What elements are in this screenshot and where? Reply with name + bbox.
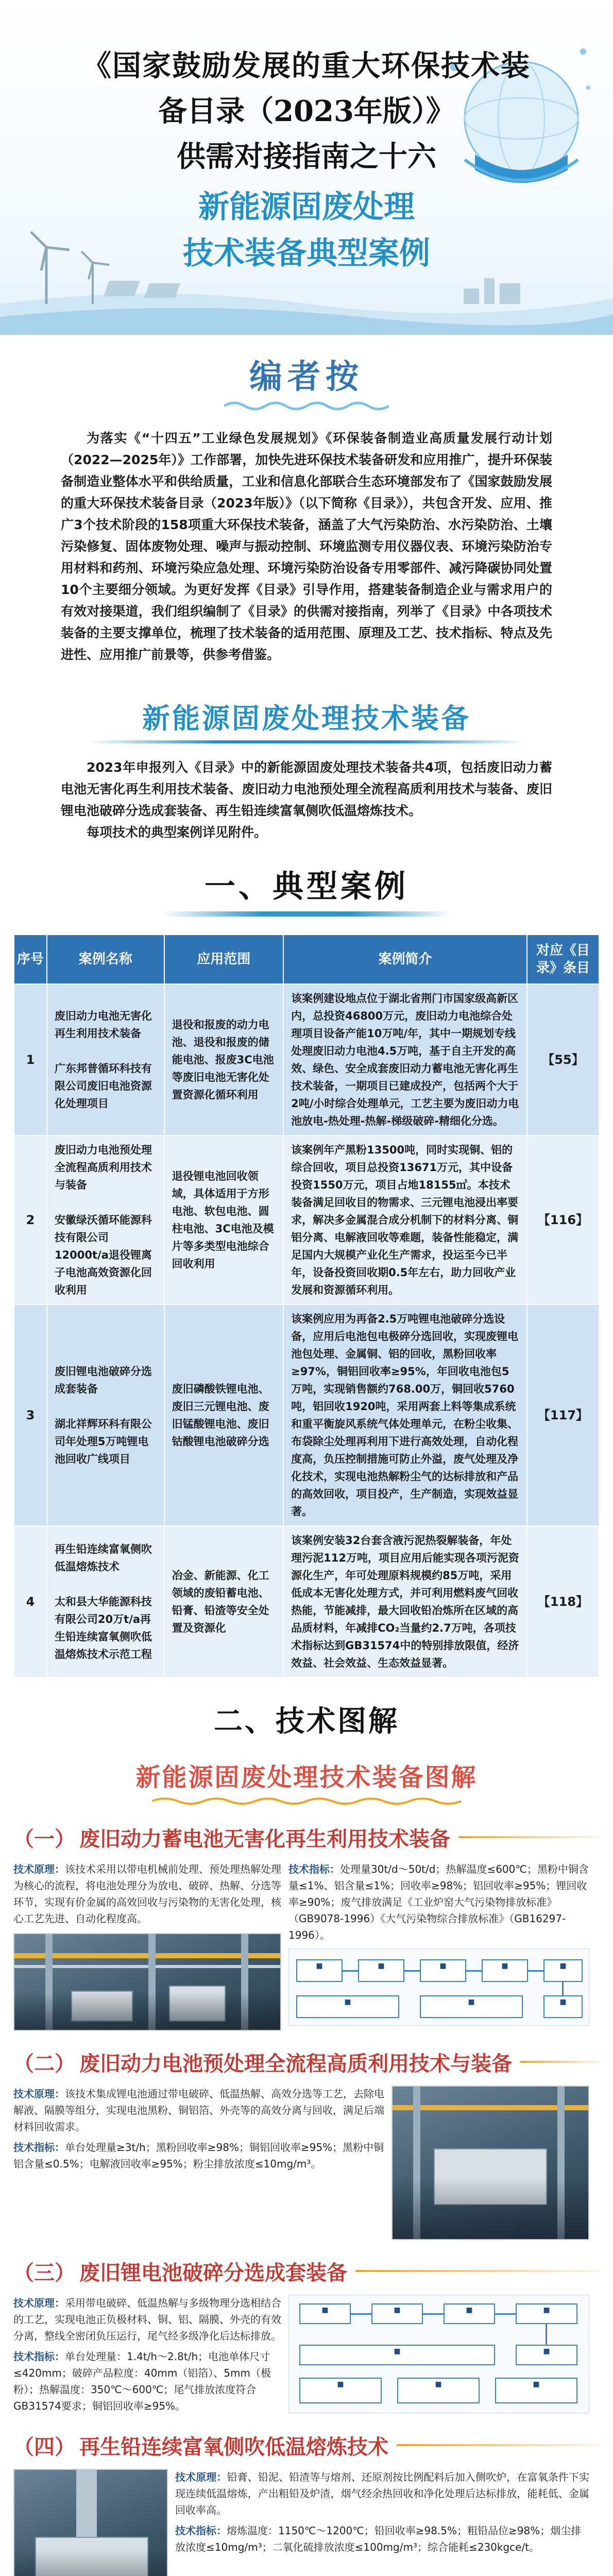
cell-scope: 废旧磷酸铁锂电池、废旧三元锂电池、废旧锰酸锂电池、废旧钴酸锂电池破碎分选 — [164, 1304, 283, 1526]
flow-node: ■ — [444, 2303, 495, 2324]
flow-node: ■ — [397, 2378, 480, 2403]
flow-node: ■ — [516, 2303, 577, 2324]
process-flow-diagram-1 — [288, 1948, 589, 2026]
title-line-2: 备目录（2023年版）》 — [158, 94, 455, 128]
editor-note-header — [0, 350, 613, 412]
tech-principle — [13, 2086, 384, 2135]
index-label: 技术指标： — [13, 2141, 65, 2154]
title-line-4: 新能源固废处理 — [198, 189, 415, 225]
cell-name — [47, 1526, 164, 1677]
cases-table — [13, 934, 600, 1678]
flow-arrow — [528, 1970, 543, 1972]
case-project-name: 安徽绿沃循环能源科技有限公司12000t/a退役锂离子电池高效资源化回收利用 — [54, 1214, 152, 1296]
flow-arrow — [495, 2313, 516, 2315]
cell-ref: 【117】 — [527, 1304, 599, 1526]
tech-section-3-title — [13, 2255, 600, 2287]
flow-node: ■ — [299, 2378, 382, 2403]
part1-underline — [162, 911, 451, 917]
section-banner-title: 新能源固废处理技术装备 — [142, 702, 471, 735]
section-title: 废旧动力蓄电池无害化再生利用技术装备 — [79, 1827, 450, 1851]
title-line-3: 供需对接指南之十六 — [177, 140, 436, 174]
section-title-line — [355, 2270, 600, 2272]
section-title-line — [397, 2444, 600, 2446]
section-number: （三） — [13, 2261, 75, 2285]
index-label: 技术指标： — [175, 2524, 227, 2537]
flow-node: ■ — [296, 1995, 399, 2018]
photo-shade — [14, 2549, 167, 2576]
case-project-name: 太和县大华能源科技有限公司20万t/a再生铅连续富氧侧吹低温熔炼技术示范工程 — [54, 1596, 152, 1660]
part2-title: 二、技术图解 — [214, 1704, 399, 1738]
flow-node: ■ — [543, 1959, 583, 1982]
tech-section-1-right — [288, 1861, 589, 2031]
index-label: 技术指标： — [13, 2350, 65, 2363]
flow-node: ■ — [543, 1995, 583, 2018]
tech-section-3-left — [13, 2295, 281, 2414]
tech-section-3-right — [288, 2295, 589, 2414]
case-tech-name: 废旧动力电池无害化再生利用技术装备 — [54, 1010, 152, 1040]
tech-section-2-title — [13, 2045, 600, 2078]
photo-beam — [14, 1965, 280, 1968]
cell-brief: 该案例应用为再备2.5万吨锂电池破碎分选设备，应用后电池包电极碎分选回收，实现废锂电池包处理、金属铜、铝的回收，黑粉回收率≥97%，铜铝回收率≥95%，年回收电池包5万吨，实现销售额约768.00万，铜回收5760吨，铝回收1920吨，采用两套上料等集成系统和重平衡旋风系统气体处理单元，在粉尘收集、布袋除尘处理再利用下进行高效处理，自动化程度高，负压控制措施可防止外溢，废气处理及净化技术，实现电池热解粉尘气的达标排放和产品的高效回收，项目投产，生产制造，实现效益显著。 — [283, 1304, 527, 1526]
table-row — [14, 1136, 599, 1304]
cell-ref: 【55】 — [527, 984, 599, 1136]
flow-node: ■ — [420, 1995, 523, 2018]
tech-index — [288, 1861, 589, 1943]
table-row — [14, 984, 599, 1136]
table-row — [14, 1526, 599, 1677]
tech-section-2 — [13, 2086, 600, 2240]
cell-gap — [55, 1042, 157, 1060]
cell-name — [47, 1136, 164, 1304]
tech-index — [13, 2348, 281, 2414]
index-text: 熔炼温度：1150℃～1200℃；铅回收率≥98.5%；粗铅品位≥98%；烟尘排放浓度≤10mg/m³；二氧化硫排放浓度≤100mg/m³；综合能耗≤230kgce/t。 — [175, 2524, 582, 2553]
principle-text: 铅膏、铅泥、铅渣等与熔剂、还原剂按比例配料后加入侧吹炉，在富氧条件下实现连续低温熔炼，产出粗铅及炉渣，烟气经余热回收和净化处理后达标排放，能耗低、金属回收率高。 — [175, 2471, 590, 2516]
cell-scope: 退役锂电池回收领域，具体适用于方形电池、软包电池、圆柱电池、3C电池及模片等多类型电池综合回收利用 — [164, 1136, 283, 1304]
part2-header — [0, 1699, 613, 1740]
flow-arrow — [343, 1970, 358, 1972]
cell-brief: 该案例安装32台套含液污泥热裂解装备，年处理污泥112万吨，项目应用后能实现各项污泥资源化生产，年可处理原料规模约85万吨，采用低成本无害化处理方式，并可利用燃料废气回收热能，节能减排，最大回收铅冶炼所在区域的高品质材料，年减排CO₂当量约2.7万吨，各项技术指标达到GB31574中的特别排放限值，经济效益、社会效益、生态效益显著。 — [283, 1526, 527, 1677]
tech-section-4 — [13, 2469, 600, 2576]
tech-section-4-right — [175, 2469, 589, 2576]
flow-arrow — [562, 1982, 564, 1995]
hero-header — [0, 0, 613, 335]
editor-note-paragraph: 为落实《“十四五”工业绿色发展规划》《环保装备制造业高质量发展行动计划（2022—2025年）》工作部署，加快先进环保技术装备研发和应用推广，提升环保装备制造业整体水平和供给质量，工业和信息化部联合生态环境部发布了《国家鼓励发展的重大环保技术装备目录（2023年版）》（以下简称《目录》），共包含开发、应用、推广3个技术阶段的158项重大环保技术装备，涵盖了大气污染防治、水污染防治、土壤污染修复、固体废物处理、噪声与振动控制、环境监测专用仪器仪表、环境污染防治专用材料和药剂、环境污染应急处理、环境污染防治设备专用零部件、减污降碳协同处置10个主要细分领域。为更好发挥《目录》引导作用，搭建装备制造企业与需求用户的有效对接渠道，我们组织编制了《目录》的供需对接指南，列举了《目录》中各项技术装备的主要支撑单位，梳理了技术装备的适用范围、原理及工艺、技术指标、特点及先进性、应用推广前景等，供参考借鉴。 — [61, 431, 552, 662]
cell-no: 3 — [14, 1304, 47, 1526]
th-ref: 对应《目录》条目 — [527, 935, 599, 984]
tech-principle — [175, 2469, 589, 2518]
tech-section-2-left — [13, 2086, 384, 2240]
principle-text: 该技术集成锂电池通过带电破碎、低温热解、高效分选等工艺，去除电解液、隔膜等组分，实现电池黑粉、铜铝箔、外壳等的高效分离与回收，满足后端材料回收需求。 — [13, 2088, 384, 2133]
flow-node: ■ — [299, 2345, 495, 2365]
flow-arrow — [466, 1970, 482, 1972]
flow-arrow — [351, 2313, 371, 2315]
intro-paragraph-2: 每项技术的典型案例详见附件。 — [87, 825, 267, 840]
tech-section-1-title — [13, 1821, 600, 1854]
tech-section-1 — [13, 1861, 600, 2031]
cell-scope: 退役和报废的动力电池、退役和报废的储能电池、报废3C电池等废旧电池无害化处置资源化循环利用 — [164, 984, 283, 1136]
principle-text: 采用带电破碎、低温热解与多级物理分选相结合的工艺，实现电池正负极材料、铜、铝、隔膜、外壳的有效分离，整线全密闭负压运行，尾气经多级净化后达标排放。 — [13, 2297, 281, 2342]
section-title: 废旧动力电池预处理全流程高质利用技术与装备 — [79, 2052, 512, 2076]
principle-label: 技术原理： — [13, 2297, 65, 2309]
flow-node: ■ — [516, 2345, 577, 2365]
principle-label: 技术原理： — [175, 2471, 227, 2483]
part1-title: 一、典型案例 — [205, 869, 408, 905]
factory-photo-4 — [13, 2469, 168, 2576]
cell-gap — [55, 1575, 157, 1593]
case-tech-name: 废旧锂电池破碎分选成套装备 — [54, 1365, 152, 1395]
tech-section-3 — [13, 2295, 600, 2414]
tech-section-4-title — [13, 2429, 600, 2462]
cell-ref: 【116】 — [527, 1136, 599, 1304]
photo-beam — [14, 1953, 280, 1958]
flow-node: ■ — [482, 1959, 528, 1982]
wave-divider-icon — [152, 1796, 461, 1806]
flow-arrow — [404, 1970, 420, 1972]
factory-photo-2 — [391, 2086, 589, 2240]
principle-label: 技术原理： — [13, 2088, 65, 2100]
flow-node: ■ — [495, 2378, 577, 2403]
th-no: 序号 — [14, 935, 47, 984]
cell-name — [47, 984, 164, 1136]
case-tech-name: 再生铅连续富氧侧吹低温熔炼技术 — [54, 1543, 152, 1573]
section-title: 再生铅连续富氧侧吹低温熔炼技术 — [79, 2435, 388, 2459]
index-label: 技术指标： — [288, 1863, 340, 1875]
flow-arrow — [423, 2313, 444, 2315]
title-line-1: 《国家鼓励发展的重大环保技术装 — [82, 49, 531, 83]
editor-note-body — [0, 412, 613, 666]
process-flow-diagram-3 — [288, 2295, 589, 2413]
tech-principle — [13, 2295, 281, 2344]
index-text: 处理量30t/d～50t/d；热解温度≤600℃；黑粉中铜含量≤1%、铝含量≤1%；回收率≥98%；铝回收率≥95%；锂回收率≥90%；废气排放满足《工业炉窑大气污染物排放标准》（GB9078-1996）《大气污染物综合排放标准》（GB16297-1996）。 — [288, 1863, 589, 1941]
tech-principle — [13, 1861, 281, 1927]
section-number: （一） — [13, 1827, 75, 1851]
section-title-line — [458, 1836, 600, 1838]
cell-no: 1 — [14, 984, 47, 1136]
section-number: （二） — [13, 2052, 75, 2076]
wave-divider-icon — [224, 400, 389, 412]
cell-gap — [55, 1398, 157, 1415]
photo-shade — [14, 1992, 280, 2030]
cell-gap — [55, 1194, 157, 1211]
tech-section-1-left — [13, 1861, 281, 2031]
cell-scope: 冶金、新能源、化工领域的废铅蓄电池、铅膏、铅渣等安全处置及资源化 — [164, 1526, 283, 1677]
part1-header — [0, 862, 613, 917]
tech-index — [175, 2522, 589, 2555]
diagram-banner: 新能源固废处理技术装备图解 — [135, 1763, 478, 1792]
cell-ref: 【118】 — [527, 1526, 599, 1677]
factory-photo-1 — [13, 1933, 281, 2031]
flow-node: ■ — [371, 2303, 423, 2324]
cell-brief: 该案例年产黑粉13500吨，同时实现铜、铝的综合回收，项目总投资13671万元，其中设备投资1550万元，项目占地18155㎡。本技术装备满足回收目的物需求、三元锂电池浸出率要求，解决多金属混合成分机制下的材料分离、铜铝分离、电解液回收等难题，装备性能稳定，满足国内大规模产业化生产需求，投运至今已半年，设备投资回收期0.5年左右，助力回收产业发展和资源循环利用。 — [283, 1136, 527, 1304]
flow-node: ■ — [420, 1959, 466, 1982]
index-text: 单台处理量≥3t/h；黑粉回收率≥98%；铜铝回收率≥95%；黑粉中铜铝含量≤0.5%；电解液回收率≥95%；粉尘排放浓度≤10mg/m³。 — [13, 2141, 384, 2170]
tech-index — [13, 2139, 384, 2172]
photo-shade — [393, 2178, 588, 2239]
th-scope: 应用范围 — [164, 935, 283, 984]
intro-text — [0, 743, 613, 843]
cell-no: 4 — [14, 1526, 47, 1677]
section-number: （四） — [13, 2435, 75, 2459]
case-project-name: 广东邦普循环科技有限公司废旧电池资源化处理项目 — [54, 1062, 152, 1110]
flow-arrow — [546, 2324, 547, 2345]
wind-turbine-icon — [0, 227, 613, 335]
th-name: 案例名称 — [47, 935, 164, 984]
th-brief: 案例简介 — [283, 935, 527, 984]
editor-note-heading: 编者按 — [249, 358, 364, 396]
case-project-name: 湖北祥辉环科有限公司年处理5万吨锂电池回收广线项目 — [54, 1418, 152, 1465]
cell-no: 2 — [14, 1136, 47, 1304]
principle-text: 该技术采用以带电机械前处理、预处理热解处理为核心的流程，将电池处理分为放电、破碎、热解、分选等环节，实现有价金属的高效回收与污染物的无害化处理，核心工艺先进、自动化程度高。 — [13, 1863, 281, 1925]
flow-node: ■ — [296, 1959, 343, 1982]
flow-node: ■ — [358, 1959, 404, 1982]
section-banner — [0, 697, 613, 743]
case-tech-name: 废旧动力电池预处理全流程高质利用技术与装备 — [54, 1144, 152, 1191]
cell-name — [47, 1304, 164, 1526]
table-header-row — [14, 935, 599, 984]
title-line-5: 技术装备典型案例 — [183, 235, 430, 272]
flow-node: ■ — [299, 2303, 351, 2324]
table-row — [14, 1304, 599, 1526]
principle-label: 技术原理： — [13, 1863, 65, 1875]
index-text: 单台处理量：1.4t/h～2.8t/h；电池单体尺寸≤420mm；破碎产品粒度：40mm（铝箔）、5mm（极粉）；热解温度：350℃～600℃；尾气排放浓度符合GB31574要求；铜铝回收率≥95%。 — [13, 2350, 271, 2412]
section-title: 废旧锂电池破碎分选成套装备 — [79, 2261, 347, 2285]
intro-paragraph-1: 2023年申报列入《目录》中的新能源固废处理技术装备共4项，包括废旧动力蓄电池无害化再生利用技术装备、废旧动力电池预处理全流程高质利用技术与装备、废旧锂电池破碎分选成套装备、再生铅连续富氧侧吹低温熔炼技术。 — [61, 760, 552, 818]
section-title-line — [520, 2061, 600, 2063]
cell-brief: 该案例建设地点位于湖北省荆门市国家级高新区内，总投资46800万元，废旧动力电池综合处理项目设备产能10万吨/年，其中一期规划专线处理废旧动力电池4.5万吨，基于自主开发的高效、绿色、安全成套废旧动力蓄电池无害化再生技术装备，一期项目已建成投产，包括两个大于2吨/小时综合处理单元，工艺主要为废旧动力电池放电-热处理-热解-梯级破碎-精细化分选。 — [283, 984, 527, 1136]
